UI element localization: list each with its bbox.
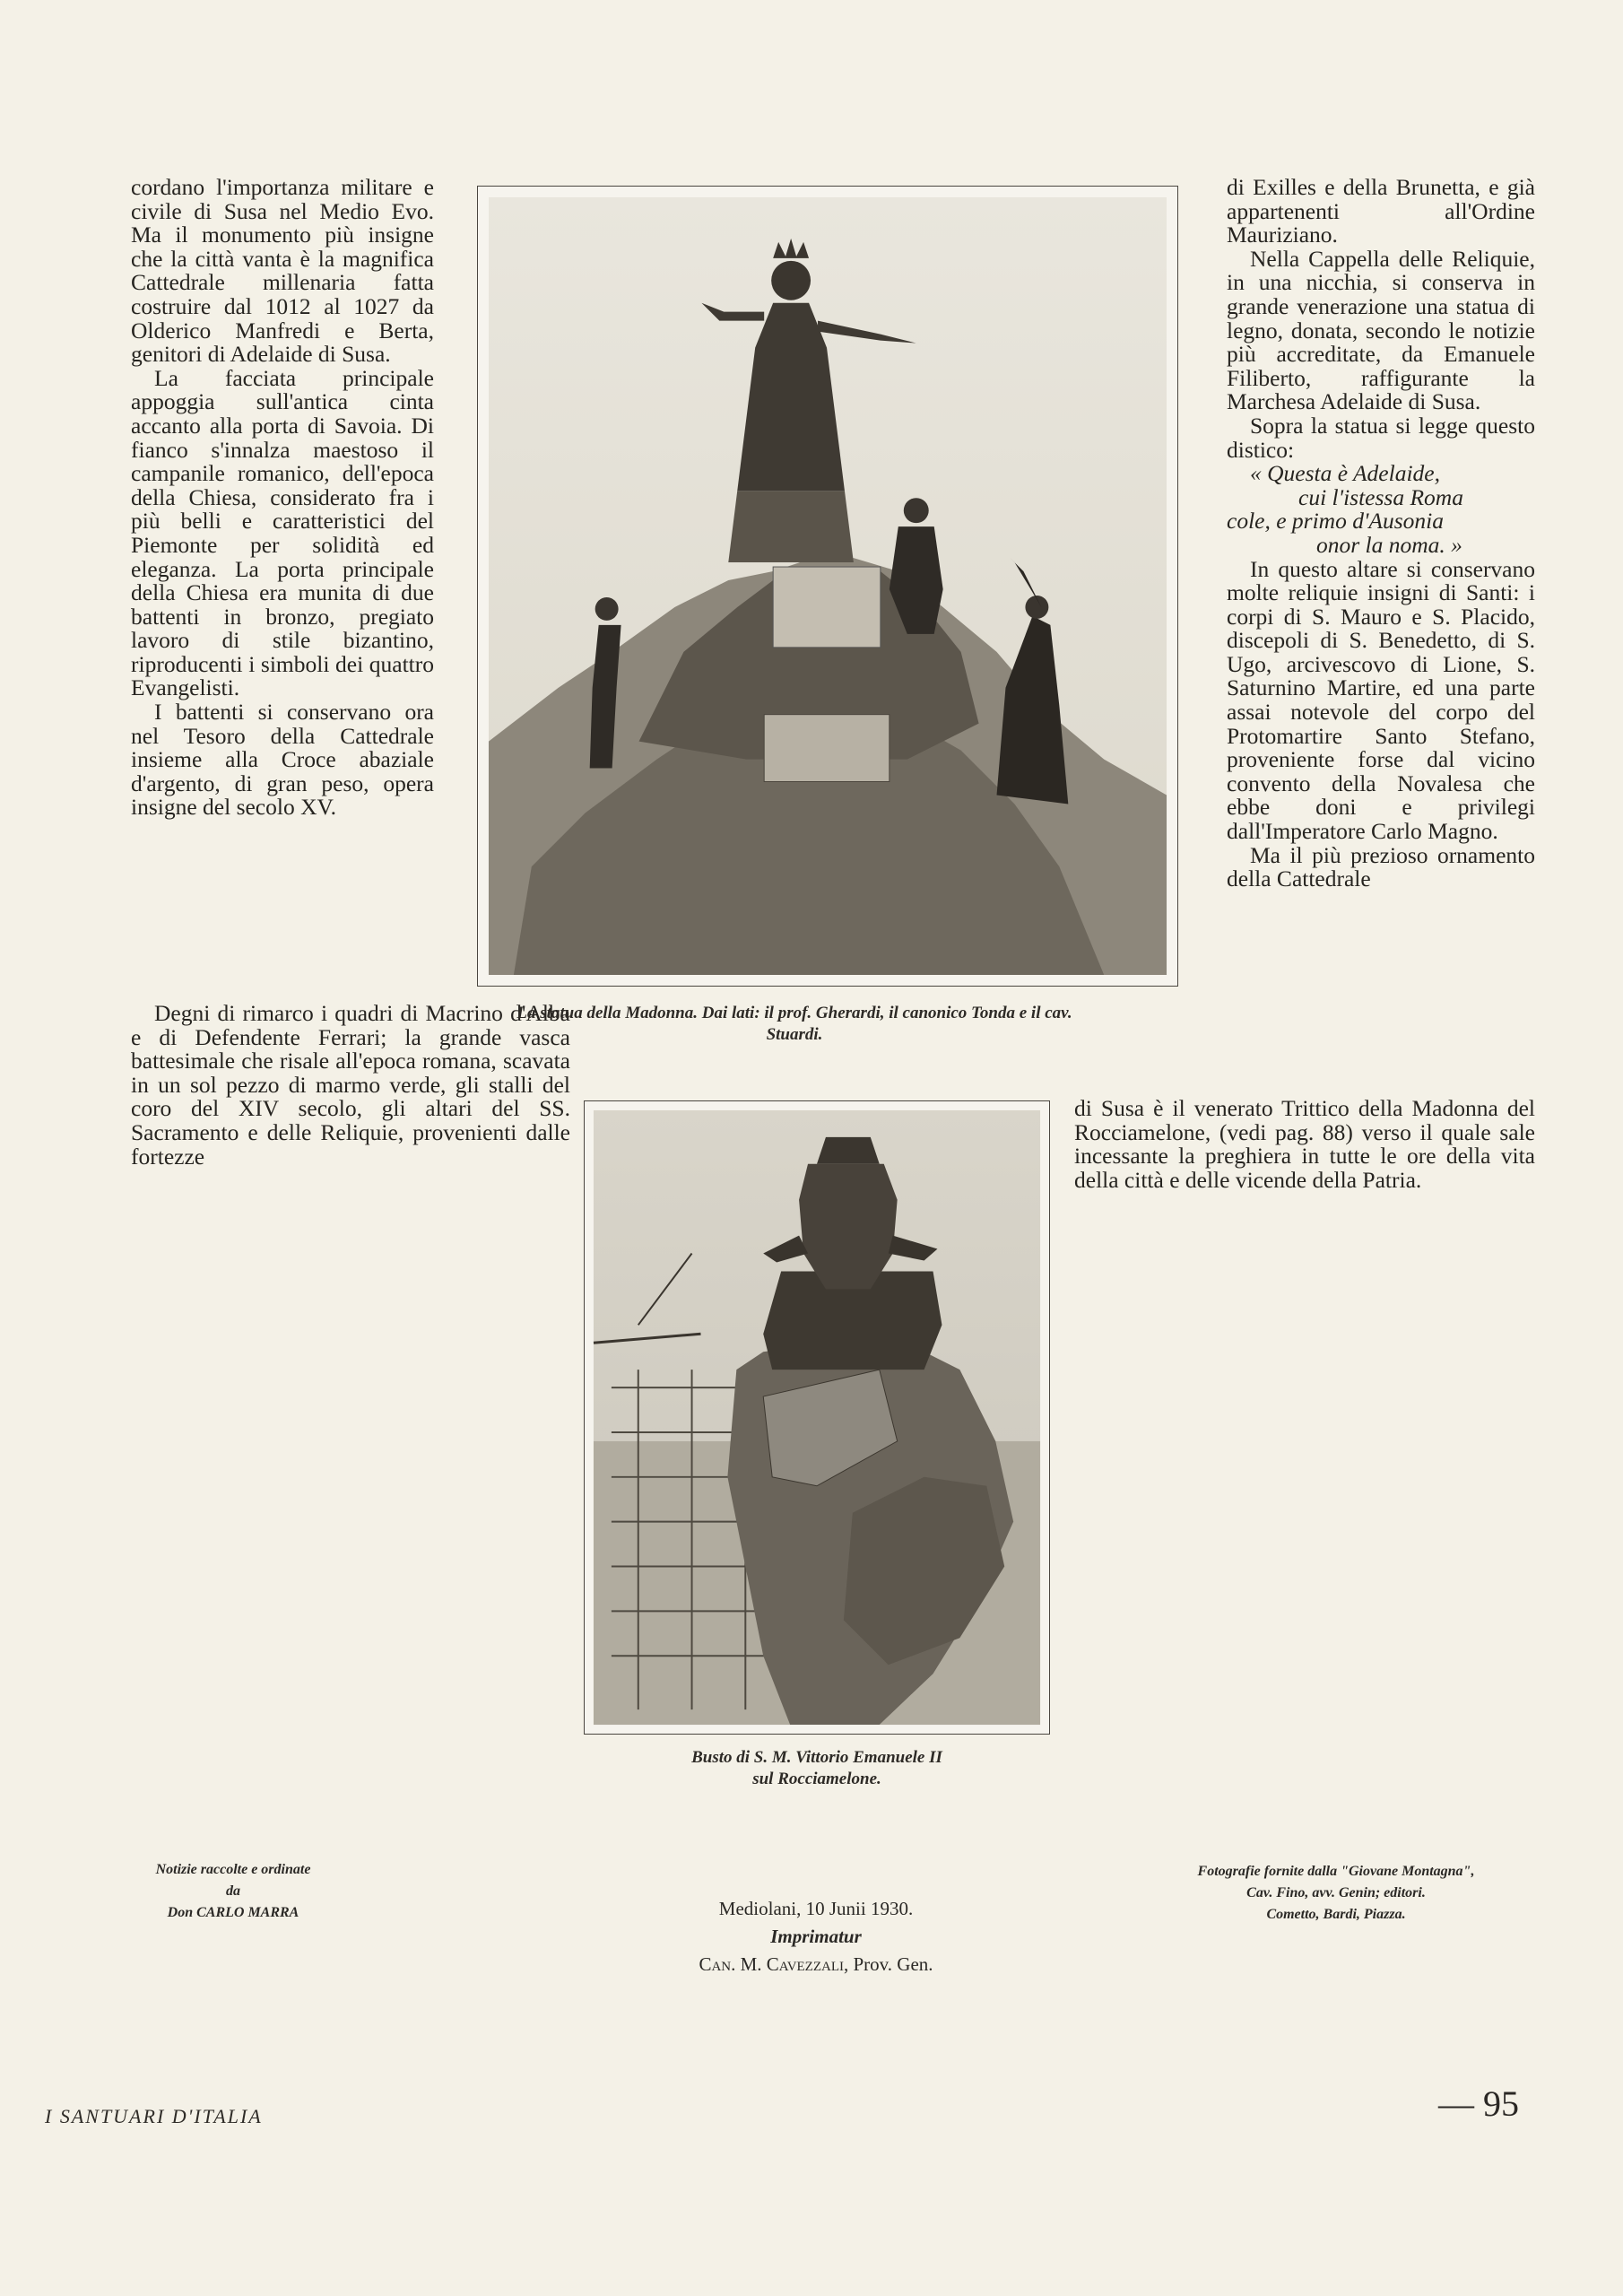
credits-left-line-3: Don CARLO MARRA	[167, 1905, 299, 1920]
left-column	[131, 176, 434, 820]
imprimatur-name: Can. M. Cavezzali,	[699, 1953, 849, 1975]
imprimatur-block	[655, 1895, 977, 1979]
distich-verse	[1227, 462, 1535, 557]
verse-line-4: onor la noma. »	[1316, 531, 1462, 558]
credits-left-line-1: Notizie raccolte e ordinate	[155, 1862, 311, 1877]
imprimatur-title: Prov. Gen.	[853, 1953, 933, 1975]
right-paragraph-5-start: Ma il più prezioso ornamento della Cattedrale	[1227, 841, 1535, 892]
bust-image	[585, 1101, 1049, 1734]
page-dash: —	[1438, 2083, 1474, 2124]
photo2-caption-line-2: sul Rocciamelone.	[752, 1770, 881, 1788]
series-title: I SANTUARI D'ITALIA	[45, 2105, 263, 2127]
imprimatur-signature	[655, 1951, 977, 1979]
right-paragraph-2: Nella Cappella delle Reliquie, in una nicchia, si conserva in grande venerazione una statua di legno, donata, secondo le notizie più accreditate, da Emanuele Filiberto, raffigurante la Marchesa Adelaide di Susa.	[1227, 245, 1535, 415]
page-number-block	[1438, 2083, 1519, 2125]
photo1-caption: La statua della Madonna. Dai lati: il prof. Gherardi, il canonico Tonda e il cav. Stuardi.	[516, 1004, 1072, 1044]
imprimatur-label: Imprimatur	[770, 1926, 862, 1947]
imprimatur-date: Mediolani, 10 Junii 1930.	[718, 1898, 914, 1919]
credits-right-line-1: Fotografie fornite dalla "Giovane Montagna", Cav. Fino, avv. Genin; editori.	[1197, 1864, 1475, 1900]
left-paragraph-3: I battenti si conservano ora nel Tesoro della Cattedrale insieme alla Croce abaziale d'argento, di gran peso, opera insigne del secolo XV.	[131, 699, 434, 821]
right-column	[1227, 176, 1535, 891]
photo2-caption	[584, 1747, 1050, 1790]
right-column-lower	[1074, 1097, 1535, 1192]
left-paragraph-2: La facciata principale appoggia sull'antica cinta accanto alla porta di Savoia. Di fianco s'innalza maestoso il campanile romanico, dell'epoca della Chiesa, considerato fra i più belli e caratteristici del Piemonte per solidità ed eleganza. La porta principale della Chiesa era munita di due battenti in bronzo, pregiato lavoro di stile bizantino, riproducenti i simboli dei quattro Evangelisti.	[131, 364, 434, 701]
credits-left-line-2: da	[226, 1883, 240, 1899]
left-paragraph-4: Degni di rimarco i quadri di Macrino d'Alba e di Defendente Ferrari; la grande vasca battesimale che risale all'epoca romana, scavata in un sol pezzo di marmo verde, gli stalli del coro del XIV secolo, gli altari del SS. Sacramento e delle Reliquie, provenienti dalle fortezze	[131, 1000, 570, 1170]
right-paragraph-5-end: di Susa è il venerato Trittico della Madonna del Rocciamelone, (vedi pag. 88) verso il quale sale incessante la preghiera in tutte le ore della vita della città e delle vicende della Patria.	[1074, 1095, 1535, 1193]
photo2-caption-line-1: Busto di S. M. Vittorio Emanuele II	[691, 1748, 942, 1767]
credits-left	[108, 1859, 359, 1924]
page-number: 95	[1483, 2083, 1519, 2124]
photo-vittorio-emanuele-bust	[584, 1100, 1050, 1735]
photo-madonna-statue	[477, 186, 1178, 987]
verse-line-2: cui l'istessa Roma	[1298, 483, 1463, 510]
verse-line-1: « Questa è Adelaide,	[1250, 460, 1440, 487]
verse-line-3: cole, e primo d'Ausonia	[1227, 508, 1445, 535]
right-paragraph-1: di Exilles e della Brunetta, e già appartenenti all'Ordine Mauriziano.	[1227, 174, 1535, 248]
credits-right	[1193, 1861, 1480, 1926]
credits-right-line-2: Cometto, Bardi, Piazza.	[1266, 1907, 1406, 1922]
right-paragraph-4: In questo altare si conservano molte reliquie insigni di Santi: i corpi di S. Mauro e S. Placido, discepoli di S. Benedetto, di S. Ugo, arcivescovo di Lione, S. Saturnino Martire, ed una parte assai notevole del corpo del Protomartire Santo Stefano, proveniente forse dal vicino convento della Novalesa che ebbe doni e privilegi dall'Imperatore Carlo Magno.	[1227, 555, 1535, 845]
madonna-statue-image	[478, 187, 1177, 986]
left-paragraph-1: cordano l'importanza militare e civile di Susa nel Medio Evo. Ma il monumento più insigne che la città vanta è la magnifica Cattedrale millenaria fatta costruire dal 1012 al 1027 da Olderico Manfredi e Berta, genitori di Adelaide di Susa.	[131, 174, 434, 368]
right-paragraph-3: Sopra la statua si legge questo distico:	[1227, 412, 1535, 463]
